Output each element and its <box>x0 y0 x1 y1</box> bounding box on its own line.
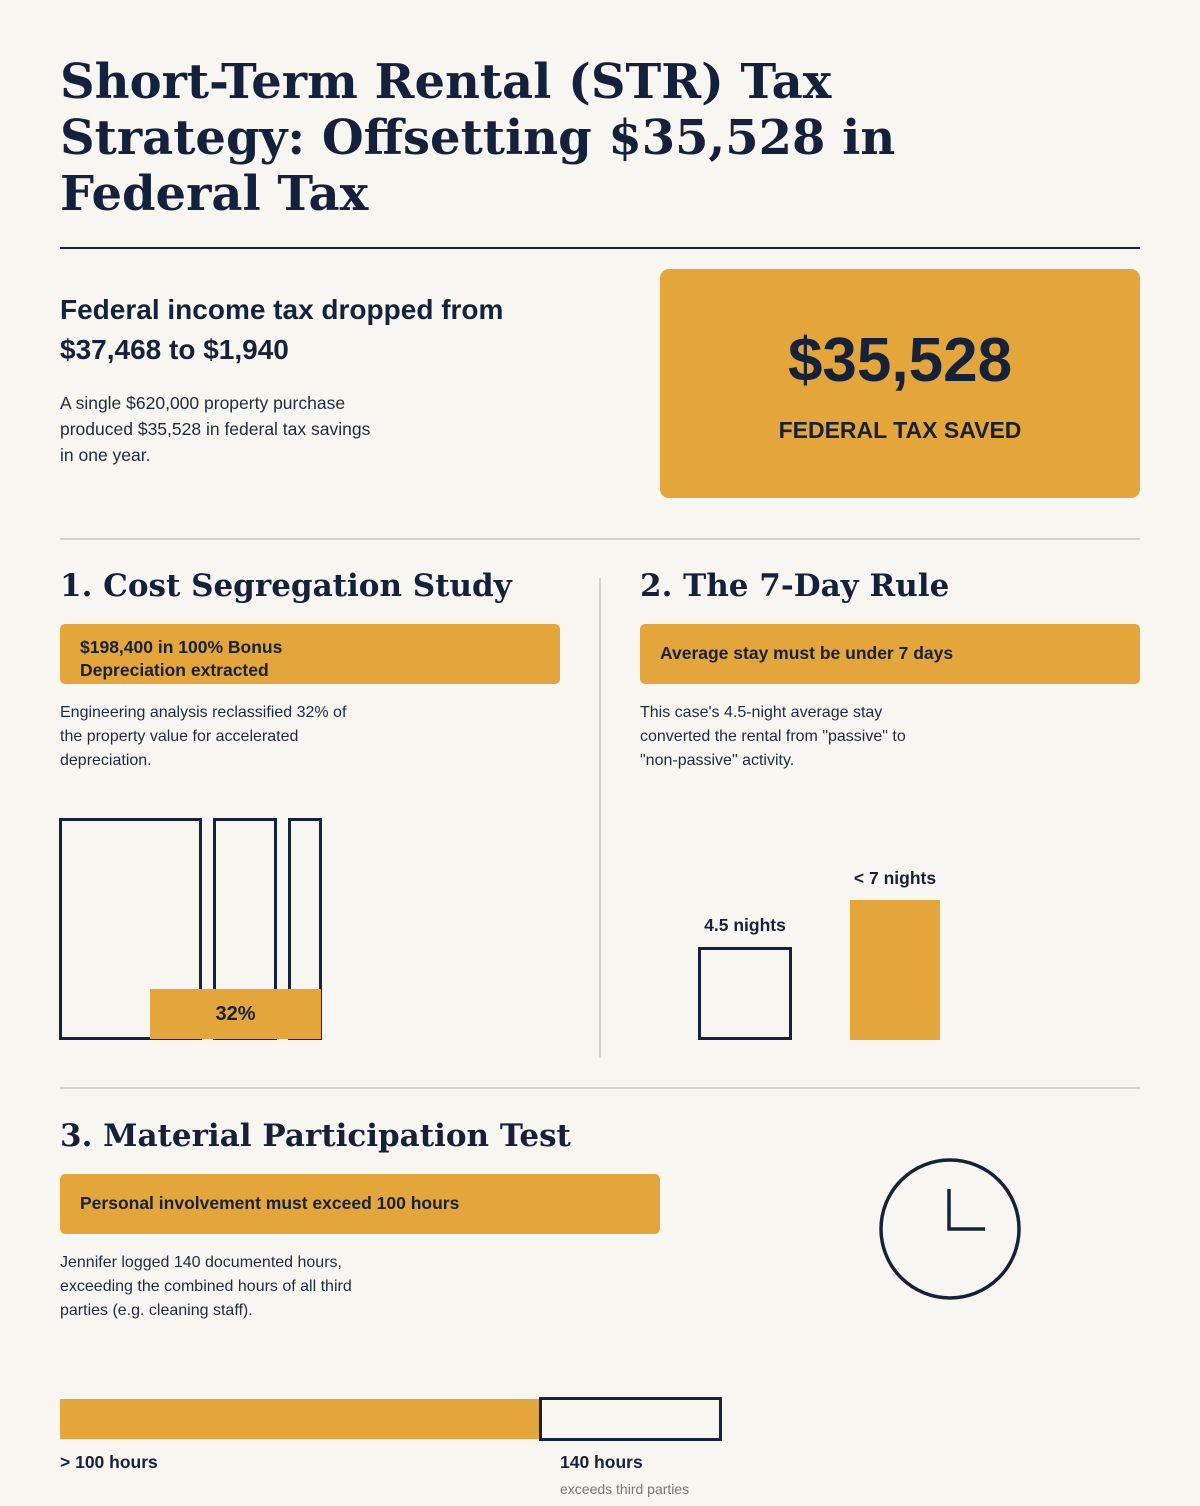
section2-title: 2. The 7-Day Rule <box>640 568 950 604</box>
hours-threshold-bar <box>60 1399 540 1439</box>
tax-saved-card <box>660 269 1140 498</box>
section3-title: 3. Material Participation Test <box>60 1118 571 1154</box>
hours-actual-label: 140 hours <box>560 1452 643 1472</box>
section-divider-2 <box>60 1087 1140 1089</box>
column-divider <box>599 578 601 1058</box>
section3-highlight: Personal involvement must exceed 100 hours <box>60 1174 660 1234</box>
seven-night-limit-bar <box>850 900 940 1040</box>
hours-actual-sublabel: exceeds third parties <box>560 1481 690 1497</box>
hours-excess-bar <box>539 1397 722 1441</box>
section-divider <box>60 538 1140 540</box>
reclassified-portion-label: 32% <box>150 989 321 1039</box>
seven-night-limit-label: < 7 nights <box>853 868 937 888</box>
summary-description: A single $620,000 property purchase produced $35,528 in federal tax savings in one year. <box>60 393 371 465</box>
summary-headline: Federal income tax dropped from $37,468 to $1,940 <box>60 294 504 365</box>
clock-icon <box>878 1157 1022 1301</box>
section2-description: This case's 4.5-night average stay converted the rental from "passive" to "non-passive" activity. <box>640 704 906 769</box>
tax-saved-amount: $35,528 <box>787 326 1013 395</box>
section1-title: 1. Cost Segregation Study <box>60 568 512 604</box>
page-title: Short-Term Rental (STR) Tax Strategy: Offsetting $35,528 in Federal Tax <box>60 54 896 222</box>
section1-description: Engineering analysis reclassified 32% of the property value for accelerated depreciation. <box>60 704 347 769</box>
average-stay-label: 4.5 nights <box>704 915 786 935</box>
tax-saved-label: FEDERAL TAX SAVED <box>778 417 1022 443</box>
section2-highlight: Average stay must be under 7 days <box>640 624 1140 684</box>
section3-description: Jennifer logged 140 documented hours, exceeding the combined hours of all third parties (e.g. cleaning staff). <box>60 1254 352 1319</box>
average-stay-bar <box>698 947 792 1040</box>
section1-highlight-line2: Depreciation extracted <box>80 660 269 680</box>
section1-highlight <box>60 624 560 684</box>
hours-threshold-label: > 100 hours <box>60 1452 158 1472</box>
title-divider <box>60 247 1140 249</box>
section1-highlight-line1: $198,400 in 100% Bonus <box>80 637 283 657</box>
